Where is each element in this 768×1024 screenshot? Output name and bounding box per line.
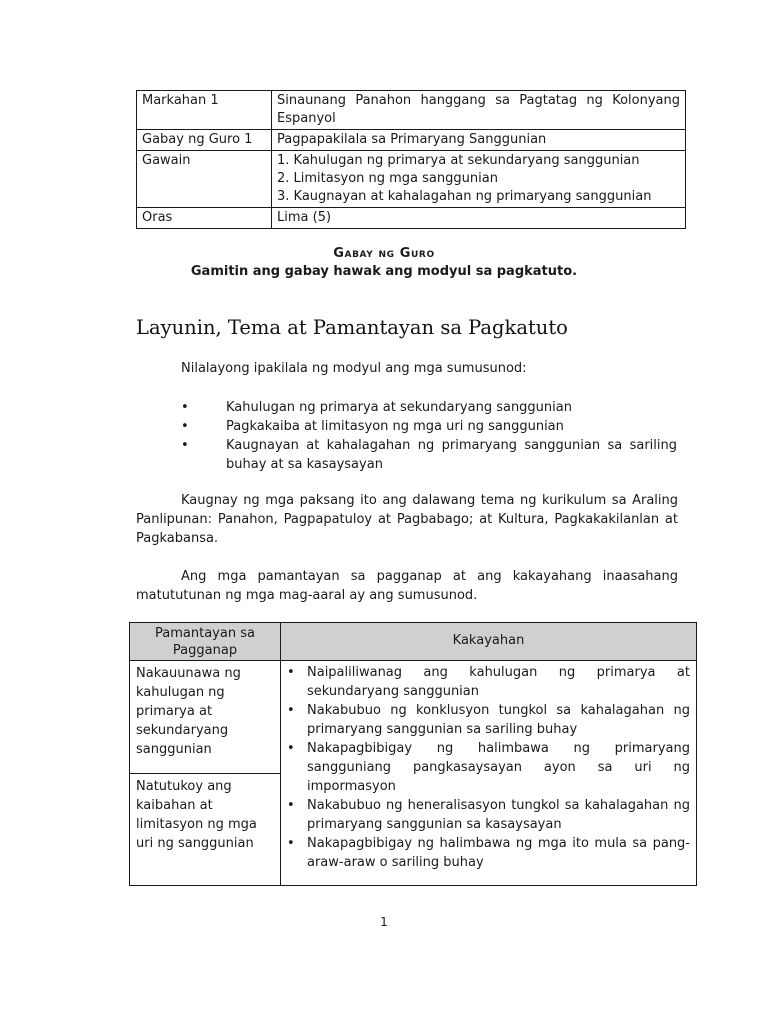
info-value-line: Pagpapakilala sa Primaryang Sanggunian xyxy=(277,132,547,147)
intro-text: Nilalayong ipakilala ng modyul ang mga sumusunod: xyxy=(181,361,527,376)
header-skills: Kakayahan xyxy=(452,633,525,648)
skill-text: Nakapagbibigay ng halimbawa ng primaryang sangguniang pangkasaysayan ayon sa uri ng impormasyon xyxy=(307,741,690,794)
page-number: 1 xyxy=(380,915,388,929)
info-value xyxy=(272,130,686,151)
info-value-line: 1. Kahulugan ng primarya at sekundaryang sanggunian xyxy=(277,153,640,168)
list-item xyxy=(181,436,677,474)
skills-list xyxy=(286,663,690,872)
info-table xyxy=(136,90,686,229)
standard-cell: Nakauunawa ng kahulugan ng primarya at sekundaryang sanggunian xyxy=(136,666,241,757)
info-value-line: 3. Kaugnayan at kahalagahan ng primaryang sanggunian xyxy=(277,189,652,204)
info-key: Markahan 1 xyxy=(137,91,272,130)
info-row-gawain xyxy=(137,151,686,208)
paragraph-standards: Ang mga pamantayan sa pagganap at ang kakayahang inaasahang matututunan ng mga mag-aaral ay ang sumusunod. xyxy=(136,569,678,603)
section-heading: Layunin, Tema at Pamantayan sa Pagkatuto xyxy=(136,316,568,339)
info-value-line: Lima (5) xyxy=(277,210,332,225)
guide-title: Gabay ng Guro xyxy=(333,246,435,261)
info-key: Gabay ng Guro 1 xyxy=(137,130,272,151)
bullet: • xyxy=(181,419,189,434)
skill-text: Nakabubuo ng heneralisasyon tungkol sa kahalagahan ng primaryang sanggunian sa kasaysayan xyxy=(307,798,690,832)
info-row-markahan xyxy=(137,91,686,130)
bullet: • xyxy=(287,798,295,813)
bullet: • xyxy=(287,741,295,756)
standard-cell: Natutukoy ang kaibahan at limitasyon ng mga uri ng sanggunian xyxy=(136,779,257,851)
info-row-oras xyxy=(137,208,686,229)
objective-text: Kaugnayan at kahalagahan ng primaryang sanggunian sa sariling buhay at sa kasaysayan xyxy=(226,438,677,472)
info-value-line: 2. Limitasyon ng mga sanggunian xyxy=(277,171,498,186)
bullet: • xyxy=(287,836,295,851)
info-value xyxy=(272,208,686,229)
info-value xyxy=(272,151,686,208)
skill-text: Nakabubuo ng konklusyon tungkol sa kahalagahan ng primaryang sanggunian sa sariling buhay xyxy=(307,703,690,737)
bullet: • xyxy=(181,438,189,453)
list-item xyxy=(286,663,690,701)
skill-text: Naipaliliwanag ang kahulugan ng primarya at sekundaryang sanggunian xyxy=(307,665,690,699)
objective-text: Pagkakaiba at limitasyon ng mga uri ng sanggunian xyxy=(226,419,564,434)
info-value-line: Sinaunang Panahon hanggang sa Pagtatag ng Kolonyang Espanyol xyxy=(277,93,680,126)
objective-text: Kahulugan ng primarya at sekundaryang sanggunian xyxy=(226,400,572,415)
list-item xyxy=(286,739,690,796)
bullet: • xyxy=(181,400,189,415)
paragraph-themes: Kaugnay ng mga paksang ito ang dalawang tema ng kurikulum sa Araling Panlipunan: Panahon, Pagpapatuloy at Pagbabago; at Kultura, Pagkakakilanlan at Pagkabansa. xyxy=(136,493,678,546)
list-item xyxy=(286,796,690,834)
info-key: Gawain xyxy=(137,151,272,208)
column-divider xyxy=(280,623,281,885)
list-item xyxy=(286,701,690,739)
info-row-gabay xyxy=(137,130,686,151)
guide-subtitle: Gamitin ang gabay hawak ang modyul sa pagkatuto. xyxy=(190,264,578,279)
list-item xyxy=(181,398,677,417)
list-item xyxy=(181,417,677,436)
row-divider xyxy=(130,773,280,774)
info-key: Oras xyxy=(137,208,272,229)
bullet: • xyxy=(287,703,295,718)
info-value xyxy=(272,91,686,130)
list-item xyxy=(286,834,690,872)
header-standards: Pamantayan sa Pagganap xyxy=(155,626,255,658)
objectives-list xyxy=(181,398,677,474)
standards-table xyxy=(129,622,697,886)
skill-text: Nakapagbibigay ng halimbawa ng mga ito mula sa pang-araw-araw o sariling buhay xyxy=(307,836,690,870)
bullet: • xyxy=(287,665,295,680)
